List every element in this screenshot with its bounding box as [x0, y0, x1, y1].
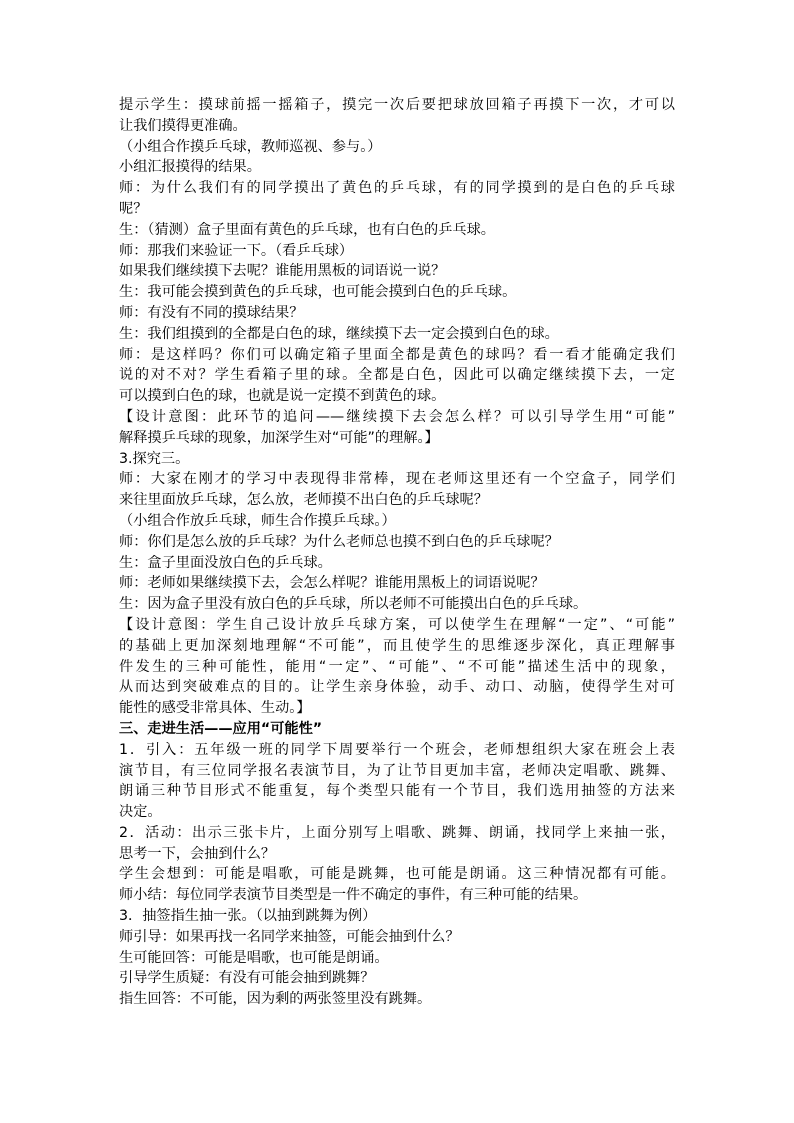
text-line: 思考一下，会抽到什么？	[119, 845, 276, 862]
text-line: 师：有没有不同的摸球结果？	[119, 304, 304, 321]
text-line: 生：盒子里面没放白色的乒乓球。	[119, 554, 332, 571]
text-line: 引导学生质疑：有没有可能会抽到跳舞？	[119, 970, 375, 987]
text-line: 决定。	[119, 804, 162, 821]
text-line: 1．引入：五年级一班的同学下周要举行一个班会，老师想组织大家在班会上表	[119, 741, 675, 758]
text-line: 让我们摸得更准确。	[119, 117, 247, 134]
text-line: 师：为什么我们有的同学摸出了黄色的乒乓球，有的同学摸到的是白色的乒乓球	[119, 180, 675, 197]
text-line: 师引导：如果再找一名同学来抽签，可能会抽到什么？	[119, 928, 460, 945]
text-line: 生：我可能会摸到黄色的乒乓球，也可能会摸到白色的乒乓球。	[119, 284, 517, 301]
text-line: 【设计意图：此环节的追问——继续摸下去会怎么样？可以引导学生用“可能”	[119, 408, 675, 425]
text-line: 指生回答：不可能，因为剩的两张签里没有跳舞。	[119, 991, 432, 1008]
text-line: 生：我们组摸到的全都是白色的球，继续摸下去一定会摸到白色的球。	[119, 325, 559, 342]
text-line: 2．活动：出示三张卡片，上面分别写上唱歌、跳舞、朗诵，找同学上来抽一张，	[119, 824, 675, 841]
text-line: 呢？	[119, 200, 148, 217]
text-line: 能性的感受非常具体、生动。】	[119, 700, 311, 717]
text-line: 如果我们继续摸下去呢？谁能用黑板的词语说一说？	[119, 263, 446, 280]
text-line: 可以摸到白色的球，也就是说一定摸不到黄色的球。	[119, 388, 446, 405]
text-line: 生：（猜测）盒子里面有黄色的乒乓球，也有白色的乒乓球。	[119, 221, 495, 238]
text-line: 师：老师如果继续摸下去，会怎么样呢？谁能用黑板上的词语说呢？	[119, 575, 545, 592]
text-line: 朗诵三种节目形式不能重复，每个类型只能有一个节目，我们选用抽签的方法来	[119, 783, 675, 800]
text-line: 师：是这样吗？你们可以确定箱子里面全都是黄色的球吗？看一看才能确定我们	[119, 346, 675, 363]
text-line: 师：你们是怎么放的乒乓球？为什么老师总也摸不到白色的乒乓球呢？	[119, 533, 559, 550]
text-line: （小组合作摸乒乓球，教师巡视、参与。）	[119, 138, 382, 155]
text-line: 的基础上更加深刻地理解“不可能”，而且使学生的思维逐步深化，真正理解事	[119, 637, 675, 654]
text-line: 学生会想到：可能是唱歌，可能是跳舞，也可能是朗诵。这三种情况都有可能。	[119, 866, 675, 883]
text-line: 演节目，有三位同学报名表演节目，为了让节目更加丰富，老师决定唱歌、跳舞、	[119, 762, 675, 779]
text-line: 来往里面放乒乓球，怎么放，老师摸不出白色的乒乓球呢？	[119, 492, 488, 509]
text-line: 师小结：每位同学表演节目类型是一件不确定的事件，有三种可能的结果。	[119, 887, 588, 904]
text-line: 3．抽签指生抽一张。（以抽到跳舞为例）	[119, 908, 377, 925]
text-line: （小组合作放乒乓球，师生合作摸乒乓球。）	[119, 512, 396, 529]
text-line: 解释摸乒乓球的现象，加深学生对“可能”的理解。】	[119, 429, 439, 446]
text-line: 师：那我们来验证一下。（看乒乓球）	[119, 242, 354, 259]
document-page	[119, 95, 675, 1010]
text-line: 提示学生：摸球前摇一摇箱子，摸完一次后要把球放回箱子再摸下一次，才可以	[119, 97, 675, 113]
section-heading: 三、走进生活——应用“可能性”	[119, 720, 323, 737]
text-line: 小组汇报摸得的结果。	[119, 159, 261, 176]
text-line: 从而达到突破难点的目的。让学生亲身体验，动手、动口、动脑，使得学生对可	[119, 679, 675, 696]
text-line: 说的对不对？学生看箱子里的球。全都是白色，因此可以确定继续摸下去，一定	[119, 367, 675, 384]
text-line: 3.探究三。	[119, 450, 190, 467]
text-line: 师：大家在刚才的学习中表现得非常棒，现在老师这里还有一个空盒子，同学们	[119, 471, 675, 488]
text-line: 生可能回答：可能是唱歌，也可能是朗诵。	[119, 949, 389, 966]
text-line: 【设计意图：学生自己设计放乒乓球方案，可以使学生在理解“一定”、“可能”	[119, 616, 675, 633]
text-line: 件发生的三种可能性，能用“一定”、“可能”、“不可能”描述生活中的现象，	[119, 658, 675, 675]
text-line: 生：因为盒子里没有放白色的乒乓球，所以老师不可能摸出白色的乒乓球。	[119, 596, 588, 613]
